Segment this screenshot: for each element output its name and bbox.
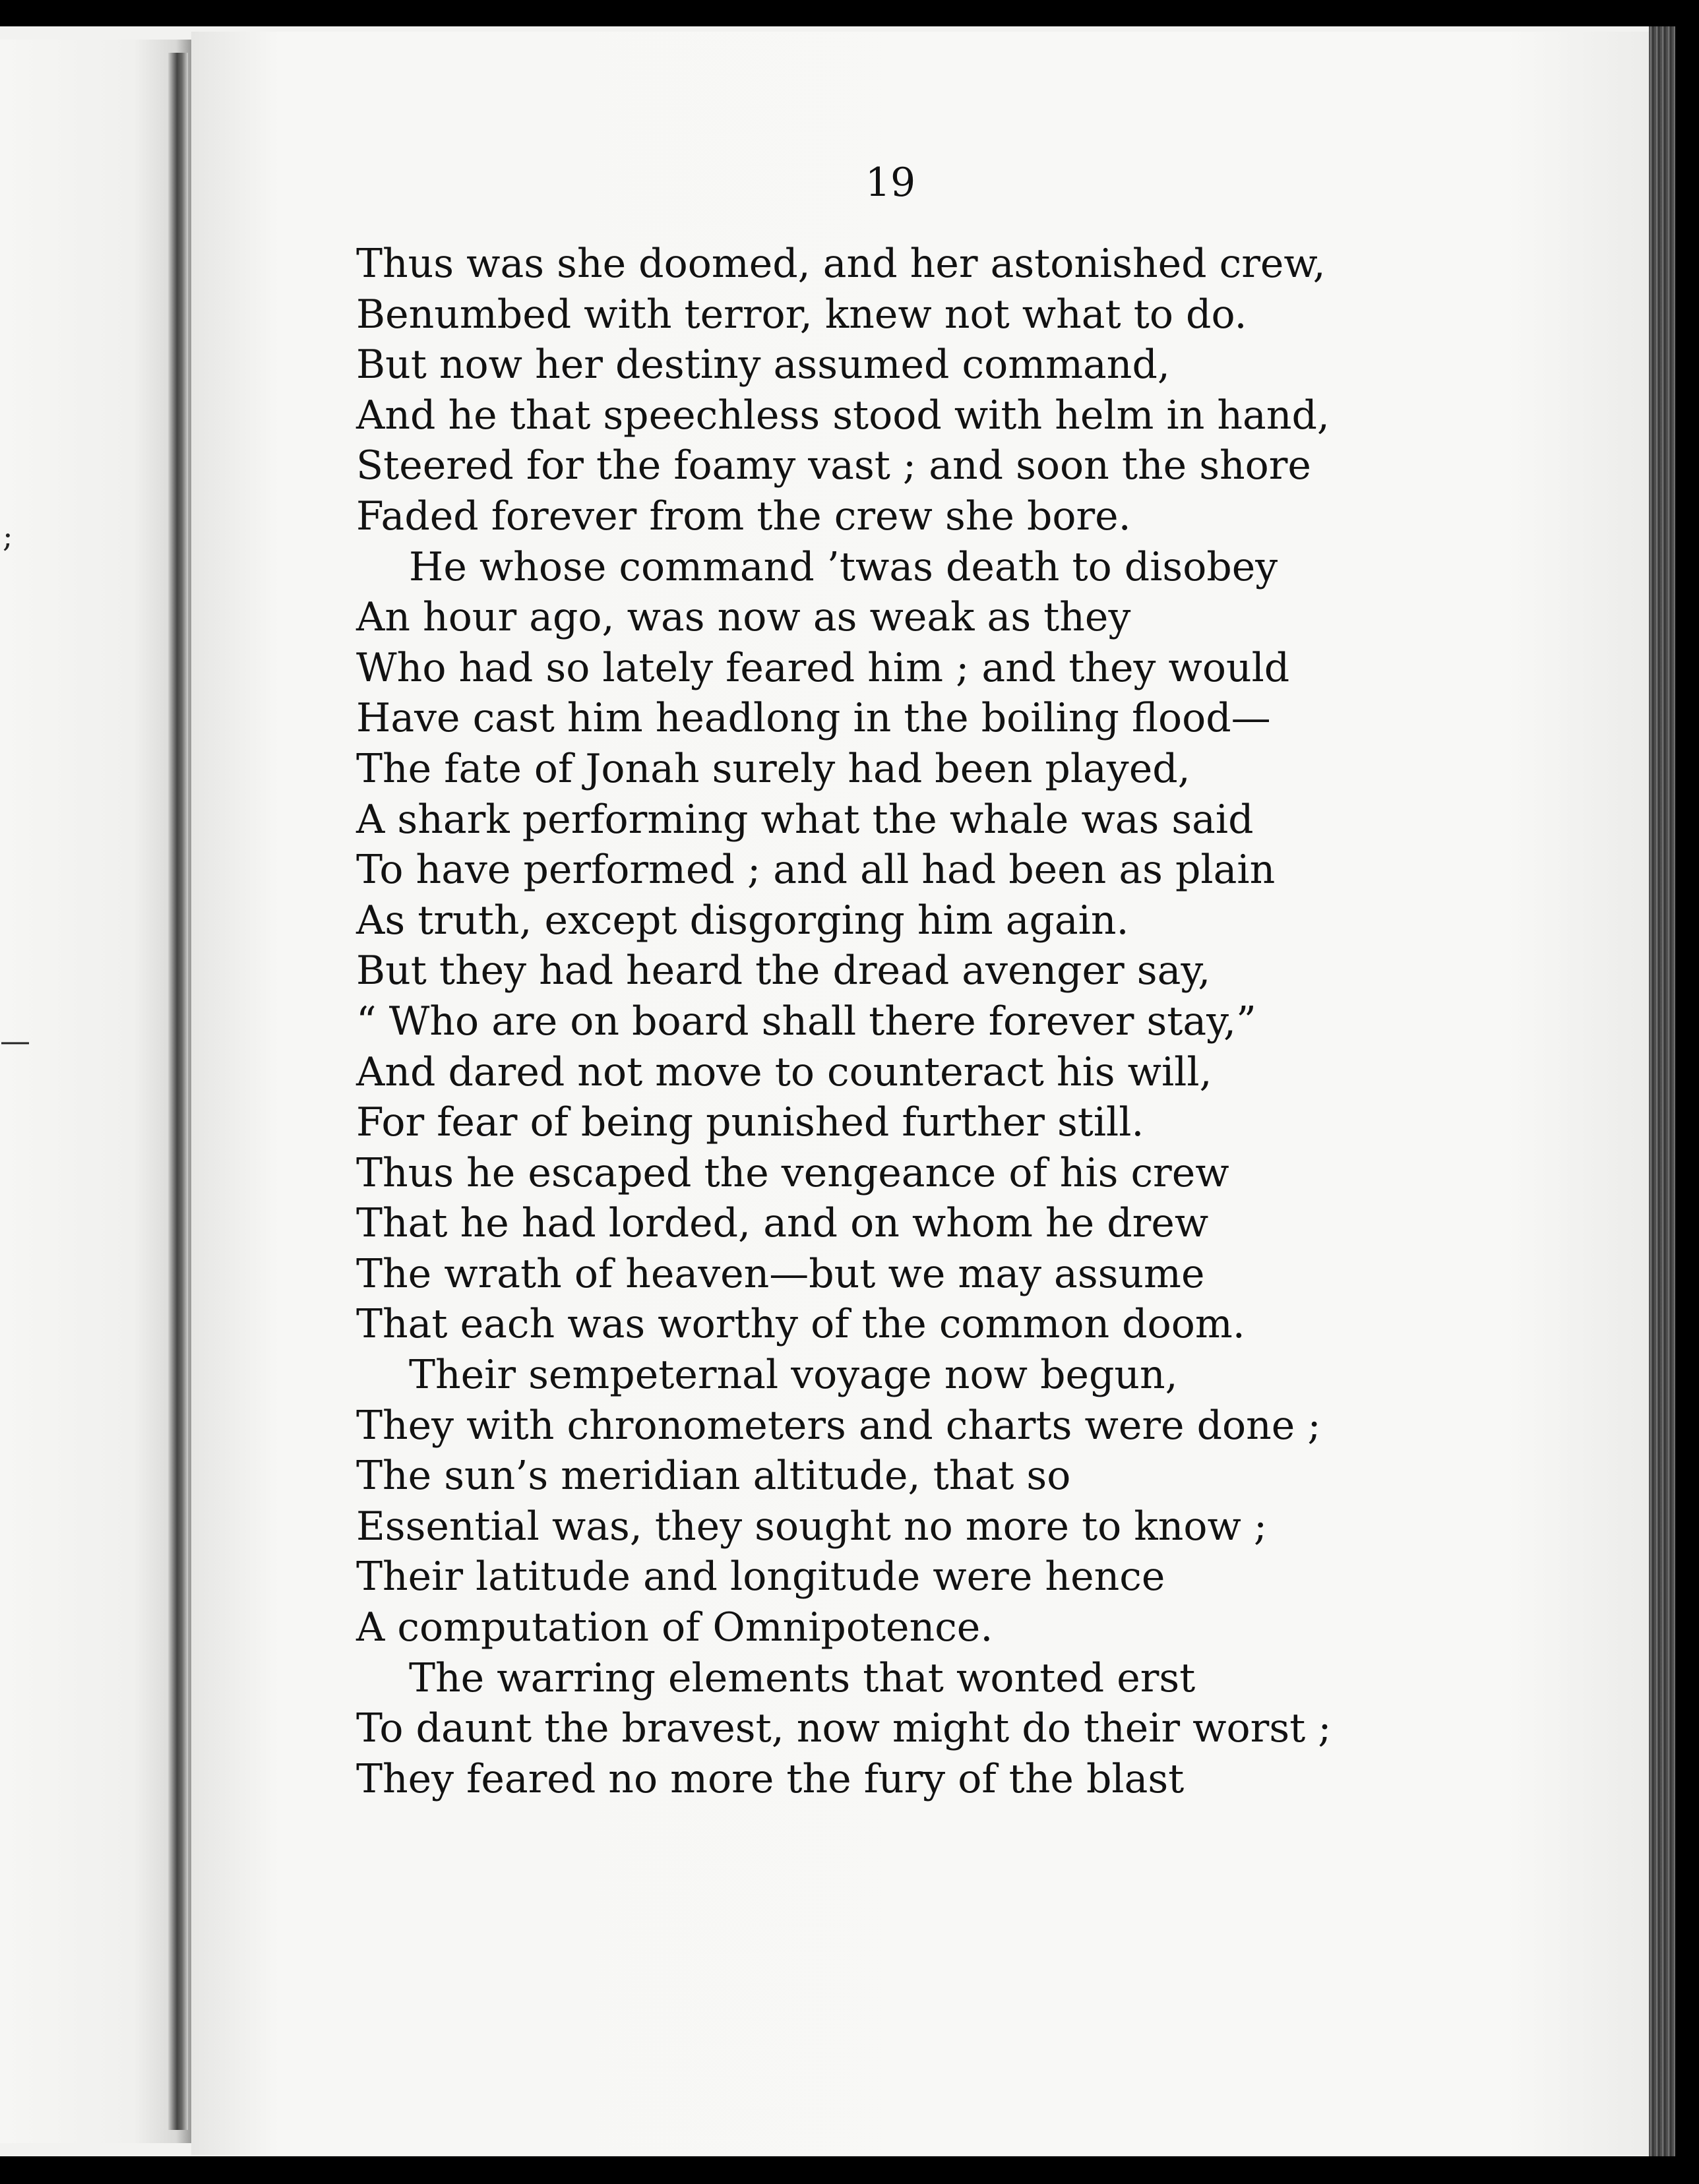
poem-line: Who had so lately feared him ; and they would — [356, 644, 1290, 691]
left-page-fragment — [0, 40, 191, 2143]
poem-line: They with chronometers and charts were done ; — [356, 1402, 1321, 1449]
poem-line: And he that speechless stood with helm in hand, — [356, 392, 1330, 439]
poem-line: A shark performing what the whale was said — [356, 796, 1254, 843]
poem-line: Steered for the foamy vast ; and soon the shore — [356, 442, 1311, 489]
margin-mark-semicolon: ; — [3, 518, 13, 554]
poem-line: A computation of Omnipotence. — [356, 1604, 993, 1651]
poem-line: That he had lorded, and on whom he drew — [356, 1200, 1209, 1247]
poem-line: For fear of being punished further still. — [356, 1099, 1144, 1146]
poem-line: Thus was she doomed, and her astonished crew, — [356, 241, 1326, 287]
poem-line: Have cast him headlong in the boiling flood— — [356, 695, 1271, 742]
poem-line: To daunt the bravest, now might do their worst ; — [356, 1705, 1332, 1752]
poem-line: An hour ago, was now as weak as they — [356, 594, 1131, 641]
poem-line: Their sempeternal voyage now begun, — [409, 1352, 1178, 1399]
book-gutter — [168, 53, 188, 2130]
poem-line: Benumbed with terror, knew not what to do. — [356, 291, 1247, 338]
poem-line: He whose command ’twas death to disobey — [409, 543, 1278, 590]
poem-line: The fate of Jonah surely had been played, — [356, 745, 1190, 792]
poem-line: The sun’s meridian altitude, that so — [356, 1453, 1071, 1500]
poem-line: Essential was, they sought no more to know ; — [356, 1503, 1268, 1550]
poem-line: But now her destiny assumed command, — [356, 342, 1170, 388]
poem-line: To have performed ; and all had been as plain — [356, 847, 1276, 894]
scan-border — [0, 2156, 1699, 2184]
poem-text — [356, 239, 1491, 1804]
poem-line: As truth, except disgorging him again. — [356, 897, 1129, 944]
poem-line: The warring elements that wonted erst — [409, 1654, 1196, 1701]
poem-line: That each was worthy of the common doom. — [356, 1301, 1245, 1348]
poem-line: “ Who are on board shall there forever stay,” — [356, 998, 1256, 1045]
margin-mark-dash: — — [0, 1023, 30, 1058]
poem-line: Thus he escaped the vengeance of his crew — [356, 1149, 1229, 1196]
poem-line: Faded forever from the crew she bore. — [356, 493, 1131, 539]
poem-line: Their latitude and longitude were hence — [356, 1554, 1165, 1600]
page-edge — [1649, 26, 1675, 2156]
poem-line: But they had heard the dread avenger say, — [356, 948, 1211, 994]
poem-line: The wrath of heaven—but we may assume — [356, 1250, 1205, 1297]
poem-line: They feared no more the fury of the blast — [356, 1755, 1185, 1802]
page-number: 19 — [865, 160, 916, 206]
poem-line: And dared not move to counteract his will, — [356, 1048, 1212, 1095]
